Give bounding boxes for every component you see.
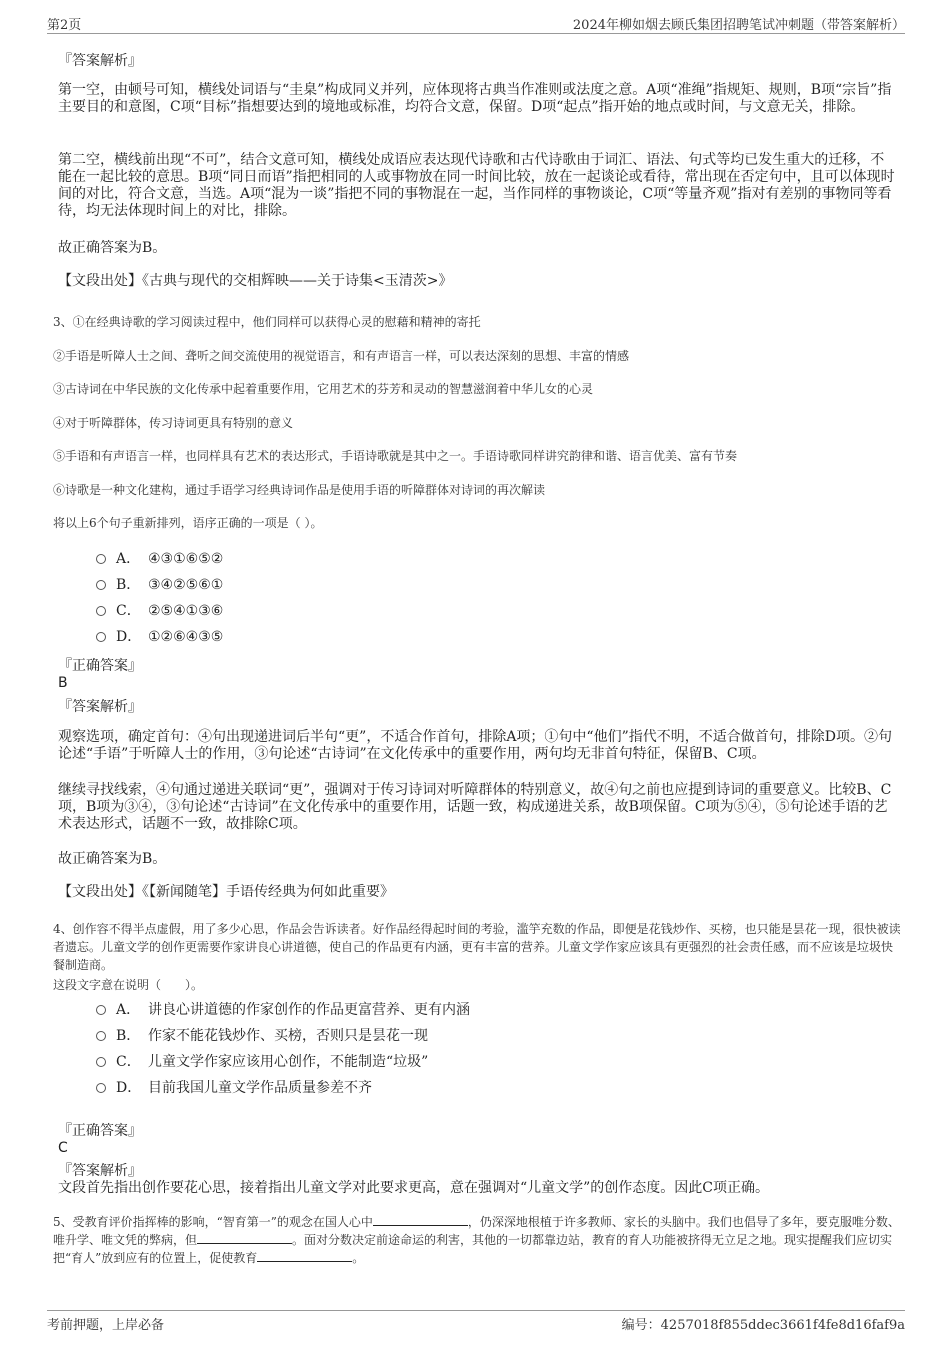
q2-source: 【文段出处】《古典与现代的交相辉映——关于诗集<玉清茨>》 [58, 273, 453, 289]
q3-analysis-heading: 『答案解析』 [58, 699, 142, 715]
footer-slogan: 考前押题，上岸必备 [47, 1318, 165, 1333]
page-number: 第2页 [47, 18, 82, 33]
q5-blank-2[interactable] [197, 1231, 292, 1244]
q4-stem: 4、创作容不得半点虚假，用了多少心思，作品会告诉读者。好作品经得起时间的考验，滥竽充数的作品，即便是花钱炒作、买榜，也只能是昙花一现，很快被读者遗忘。儿童文学的创作更需要作家讲良心讲道德，使自己的作品更有内涵，更有丰富的营养。儿童文学作家应该具有更强烈的社会责任感，而不应该是垃圾快餐制造商。 [53, 922, 901, 972]
q3-answer-heading: 『正确答案』 [58, 658, 142, 674]
q3-option-c[interactable]: C． ②⑤④①③⑥ [96, 601, 223, 621]
radio-icon[interactable] [96, 1031, 106, 1041]
q4-analysis-heading: 『答案解析』 [58, 1163, 142, 1179]
q4-prompt: 这段文字意在说明（ ）。 [53, 978, 204, 992]
q4-answer-heading: 『正确答案』 [58, 1123, 142, 1139]
q3-sentence-5: ⑤手语和有声语言一样，也同样具有艺术的表达形式，手语诗歌就是其中之一。手语诗歌同样讲究韵律和谐、语言优美、富有节奏 [53, 449, 738, 463]
q5-blank-3[interactable] [257, 1249, 352, 1262]
q4-option-c[interactable]: C． 儿童文学作家应该用心创作，不能制造“垃圾” [96, 1052, 428, 1072]
q3-source: 【文段出处】《【新闻随笔】手语传经典为何如此重要》 [58, 884, 394, 900]
q3-sentence-3: ③古诗词在中华民族的文化传承中起着重要作用，它用艺术的芬芳和灵动的智慧滋润着中华儿女的心灵 [53, 382, 594, 396]
q3-analysis-p2: 继续寻找线索，④句通过递进关联词“更”，强调对于传习诗词对听障群体的特别意义，故④句之前也应提到诗词的重要意义。比较B、C项，B项为③④，③句论述“古诗词”在文化传承中的重要作用，话题一致，构成递进关系，故B项保留。C项为⑤④，⑤句论述手语的艺术表达形式，话题不一致，故排除C项。 [58, 782, 892, 832]
radio-icon[interactable] [96, 632, 106, 642]
q3-sentence-6: ⑥诗歌是一种文化建构，通过手语学习经典诗词作品是使用手语的听障群体对诗词的再次解读 [53, 483, 546, 497]
q3-sentence-2: ②手语是听障人士之间、聋听之间交流使用的视觉语言，和有声语言一样，可以表达深刻的思想、丰富的情感 [53, 349, 630, 363]
q5-stem: 5、受教育评价指挥棒的影响，“智育第一”的观念在国人心中 ，仍深深地根植于许多教师、家长的头脑中。我们也倡导了多年，要克服唯分数、唯升学、唯文凭的弊病，但 。面对分数决定前途命运的利害，其他的一切都靠边站，教育的育人功能被挤得无立足之地。现实提醒我们应切实把“育人”放到应有的位置上，促使教育 。 [53, 1215, 900, 1265]
q3-option-d[interactable]: D． ①②⑥④③⑤ [96, 627, 223, 647]
footer-serial: 编号：4257018f855ddec3661f4fe8d16faf9a [621, 1318, 905, 1333]
q3-sentence-4: ④对于听障群体，传习诗词更具有特别的意义 [53, 416, 294, 430]
document-title: 2024年柳如烟去顾氏集团招聘笔试冲刺题（带答案解析） [572, 18, 905, 33]
radio-icon[interactable] [96, 1057, 106, 1067]
radio-icon[interactable] [96, 1005, 106, 1015]
radio-icon[interactable] [96, 1083, 106, 1093]
q5-blank-1[interactable] [373, 1213, 468, 1226]
q3-option-a[interactable]: A． ④③①⑥⑤② [96, 549, 223, 569]
radio-icon[interactable] [96, 554, 106, 564]
q2-analysis-p1: 第一空，由顿号可知，横线处词语与“圭臬”构成同义并列，应体现将古典当作准则或法度之意。A项“准绳”指规矩、规则，B项“宗旨”指主要目的和意图，C项“目标”指想要达到的境地或标准，均符合文意，保留。D项“起点”指开始的地点或时间，与文意无关，排除。 [58, 82, 892, 115]
radio-icon[interactable] [96, 606, 106, 616]
q2-analysis-heading: 『答案解析』 [58, 53, 142, 69]
header-divider [47, 33, 905, 34]
q3-option-b[interactable]: B． ③④②⑤⑥① [96, 575, 223, 595]
footer-divider [47, 1310, 905, 1311]
q3-prompt: 将以上6个句子重新排列，语序正确的一项是（ ）。 [53, 516, 323, 530]
q3-analysis-p3: 故正确答案为B。 [58, 851, 167, 867]
radio-icon[interactable] [96, 580, 106, 590]
q4-analysis: 文段首先指出创作要花心思，接着指出儿童文学对此要求更高，意在强调对“儿童文学”的创作态度。因此C项正确。 [58, 1180, 770, 1196]
q2-analysis-p2: 第二空，横线前出现“不可”，结合文意可知，横线处成语应表达现代诗歌和古代诗歌由于词汇、语法、句式等均已发生重大的迁移，不能在一起比较的意思。B项“同日而语”指把相同的人或事物放在同一时间比较，放在一起谈论或看待，常出现在否定句中，且可以体现时间的对比，符合文意，当选。A项“混为一谈”指把不同的事物混在一起，当作同样的事物谈论，C项“等量齐观”指对有差别的事物同等看待，均无法体现时间上的对比，排除。 [58, 152, 895, 219]
q4-option-a[interactable]: A． 讲良心讲道德的作家创作的作品更富营养、更有内涵 [96, 1000, 470, 1020]
q4-answer: C [58, 1140, 68, 1156]
q3-answer: B [58, 675, 68, 691]
q4-option-b[interactable]: B． 作家不能花钱炒作、买榜，否则只是昙花一现 [96, 1026, 428, 1046]
q2-analysis-p3: 故正确答案为B。 [58, 240, 167, 256]
q4-option-d[interactable]: D． 目前我国儿童文学作品质量参差不齐 [96, 1078, 372, 1098]
q3-analysis-p1: 观察选项，确定首句：④句出现递进词后半句“更”，不适合作首句，排除A项；①句中“他们”指代不明，不适合做首句，排除D项。②句论述“手语”于听障人士的作用，③句论述“古诗词”在文化传承中的重要作用，两句均无非首句特征，保留B、C项。 [58, 729, 892, 762]
q3-sentence-1: 3、①在经典诗歌的学习阅读过程中，他们同样可以获得心灵的慰藉和精神的寄托 [53, 315, 481, 329]
